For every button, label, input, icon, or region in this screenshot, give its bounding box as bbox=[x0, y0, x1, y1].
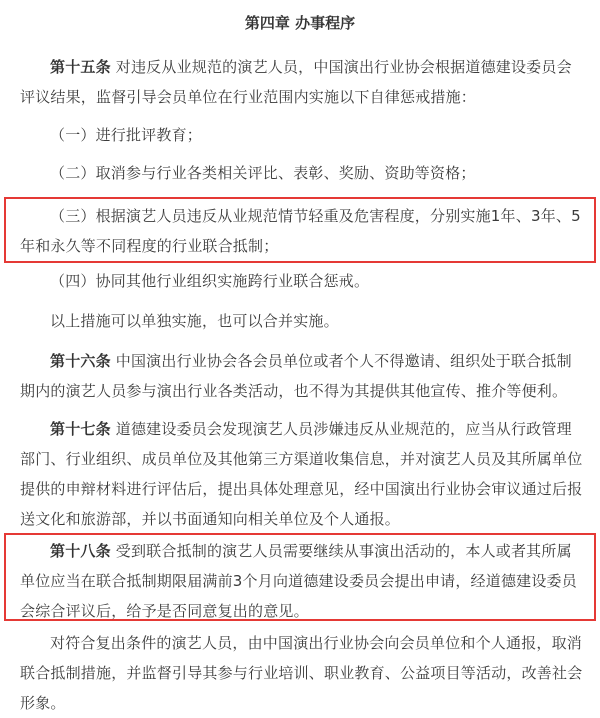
chapter-title: 第四章 办事程序 bbox=[244, 14, 356, 32]
article-16 bbox=[20, 346, 585, 406]
article-15 bbox=[20, 52, 585, 112]
measure-item-1: （一）进行批评教育； bbox=[50, 126, 203, 144]
article-15-label: 第十五条 bbox=[50, 58, 111, 76]
article-18 bbox=[20, 536, 585, 626]
article-17-text: 道德建设委员会发现演艺人员涉嫌违反从业规范的，应当从行政管理部门、行业组织、成员单位及其他第三方渠道收集信息，并对演艺人员及其所属单位提供的申辩材料进行评估后，提出具体处理意见，经中国演出行业协会审议通过后报送文化和旅游部，并以书面通知向相关单位及个人通报。 bbox=[20, 420, 583, 528]
article-16-text: 中国演出行业协会各会员单位或者个人不得邀请、组织处于联合抵制期内的演艺人员参与演出行业各类活动，也不得为其提供其他宣传、推介等便利。 bbox=[20, 352, 572, 400]
article-16-label: 第十六条 bbox=[50, 352, 111, 370]
article-18-label: 第十八条 bbox=[50, 542, 111, 560]
measure-item-3: （三）根据演艺人员违反从业规范情节轻重及危害程度，分别实施1年、3年、5年和永久等不同程度的行业联合抵制； bbox=[20, 207, 581, 255]
measures-note: 以上措施可以单独实施，也可以合并实施。 bbox=[50, 312, 339, 330]
article-18-text: 受到联合抵制的演艺人员需要继续从事演出活动的，本人或者其所属单位应当在联合抵制期限届满前3个月向道德建设委员会提出申请，经道德建设委员会综合评议后，给予是否同意复出的意见。 bbox=[20, 542, 577, 620]
article-15-text: 对违反从业规范的演艺人员，中国演出行业协会根据道德建设委员会评议结果，监督引导会员单位在行业范围内实施以下自律惩戒措施： bbox=[20, 58, 572, 106]
measure-item-2: （二）取消参与行业各类相关评比、表彰、奖励、资助等资格； bbox=[50, 164, 476, 182]
measure-item-4: （四）协同其他行业组织实施跨行业联合惩戒。 bbox=[50, 272, 370, 290]
closing-paragraph: 对符合复出条件的演艺人员，由中国演出行业协会向会员单位和个人通报，取消联合抵制措施，并监督引导其参与行业培训、职业教育、公益项目等活动，改善社会形象。 bbox=[20, 634, 583, 712]
article-17 bbox=[20, 414, 585, 534]
article-17-label: 第十七条 bbox=[50, 420, 111, 438]
